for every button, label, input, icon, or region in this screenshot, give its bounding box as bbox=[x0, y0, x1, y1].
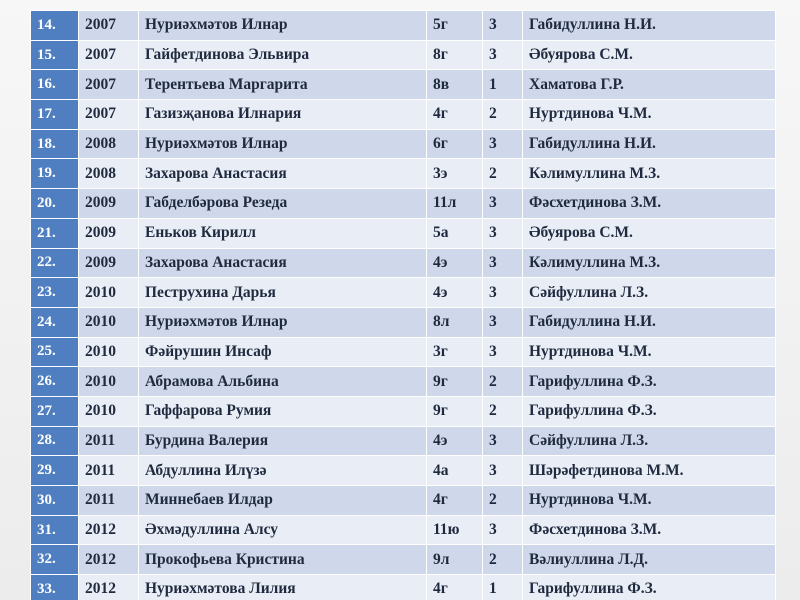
class-cell: 8в bbox=[427, 70, 483, 100]
year-cell: 2007 bbox=[79, 40, 139, 70]
table-row bbox=[31, 70, 776, 100]
student-name-cell: Бурдина Валерия bbox=[139, 426, 427, 456]
class-cell: 8л bbox=[427, 307, 483, 337]
class-cell: 5а bbox=[427, 218, 483, 248]
row-number: 24. bbox=[31, 307, 79, 337]
student-name-cell: Миннебаев Илдар bbox=[139, 486, 427, 516]
class-cell: 4э bbox=[427, 248, 483, 278]
student-name-cell: Абрамова Альбина bbox=[139, 367, 427, 397]
student-name-cell: Еньков Кирилл bbox=[139, 218, 427, 248]
class-cell: 9л bbox=[427, 545, 483, 575]
table-row bbox=[31, 11, 776, 41]
year-cell: 2008 bbox=[79, 129, 139, 159]
table-row bbox=[31, 367, 776, 397]
table-row bbox=[31, 337, 776, 367]
teacher-name-cell: Гарифуллина Ф.З. bbox=[523, 396, 776, 426]
year-cell: 2012 bbox=[79, 515, 139, 545]
table-row bbox=[31, 396, 776, 426]
results-table bbox=[30, 10, 776, 600]
table-row bbox=[31, 248, 776, 278]
student-name-cell: Фәйрушин Инсаф bbox=[139, 337, 427, 367]
teacher-name-cell: Фәсхетдинова З.М. bbox=[523, 189, 776, 219]
place-cell: 3 bbox=[483, 218, 523, 248]
row-number: 26. bbox=[31, 367, 79, 397]
place-cell: 2 bbox=[483, 545, 523, 575]
row-number: 18. bbox=[31, 129, 79, 159]
teacher-name-cell: Кәлимуллина М.З. bbox=[523, 159, 776, 189]
teacher-name-cell: Нуртдинова Ч.М. bbox=[523, 337, 776, 367]
table-row bbox=[31, 278, 776, 308]
place-cell: 1 bbox=[483, 575, 523, 600]
row-number: 16. bbox=[31, 70, 79, 100]
class-cell: 9г bbox=[427, 396, 483, 426]
year-cell: 2011 bbox=[79, 456, 139, 486]
class-cell: 8г bbox=[427, 40, 483, 70]
row-number: 21. bbox=[31, 218, 79, 248]
table-row bbox=[31, 307, 776, 337]
place-cell: 3 bbox=[483, 456, 523, 486]
row-number: 17. bbox=[31, 100, 79, 130]
place-cell: 3 bbox=[483, 426, 523, 456]
row-number: 15. bbox=[31, 40, 79, 70]
place-cell: 2 bbox=[483, 159, 523, 189]
row-number: 31. bbox=[31, 515, 79, 545]
teacher-name-cell: Вәлиуллина Л.Д. bbox=[523, 545, 776, 575]
teacher-name-cell: Габидуллина Н.И. bbox=[523, 307, 776, 337]
row-number: 32. bbox=[31, 545, 79, 575]
student-name-cell: Әхмәдуллина Алсу bbox=[139, 515, 427, 545]
student-name-cell: Захарова Анастасия bbox=[139, 159, 427, 189]
row-number: 29. bbox=[31, 456, 79, 486]
class-cell: 11л bbox=[427, 189, 483, 219]
year-cell: 2011 bbox=[79, 426, 139, 456]
teacher-name-cell: Фәсхетдинова З.М. bbox=[523, 515, 776, 545]
teacher-name-cell: Гарифуллина Ф.З. bbox=[523, 575, 776, 600]
teacher-name-cell: Хаматова Г.Р. bbox=[523, 70, 776, 100]
class-cell: 5г bbox=[427, 11, 483, 41]
place-cell: 3 bbox=[483, 278, 523, 308]
place-cell: 1 bbox=[483, 70, 523, 100]
table-row bbox=[31, 218, 776, 248]
student-name-cell: Прокофьева Кристина bbox=[139, 545, 427, 575]
year-cell: 2010 bbox=[79, 337, 139, 367]
table-row bbox=[31, 100, 776, 130]
year-cell: 2009 bbox=[79, 189, 139, 219]
place-cell: 3 bbox=[483, 189, 523, 219]
row-number: 19. bbox=[31, 159, 79, 189]
year-cell: 2010 bbox=[79, 396, 139, 426]
student-name-cell: Терентьева Маргарита bbox=[139, 70, 427, 100]
year-cell: 2010 bbox=[79, 278, 139, 308]
class-cell: 4г bbox=[427, 575, 483, 600]
teacher-name-cell: Шәрәфетдинова М.М. bbox=[523, 456, 776, 486]
place-cell: 3 bbox=[483, 40, 523, 70]
place-cell: 2 bbox=[483, 367, 523, 397]
teacher-name-cell: Сәйфуллина Л.З. bbox=[523, 426, 776, 456]
class-cell: 6г bbox=[427, 129, 483, 159]
year-cell: 2009 bbox=[79, 248, 139, 278]
table-row bbox=[31, 159, 776, 189]
student-name-cell: Нуриәхмәтов Илнар bbox=[139, 129, 427, 159]
class-cell: 4э bbox=[427, 426, 483, 456]
place-cell: 3 bbox=[483, 248, 523, 278]
table-row bbox=[31, 545, 776, 575]
class-cell: 4г bbox=[427, 100, 483, 130]
teacher-name-cell: Нуртдинова Ч.М. bbox=[523, 100, 776, 130]
teacher-name-cell: Сәйфуллина Л.З. bbox=[523, 278, 776, 308]
teacher-name-cell: Нуртдинова Ч.М. bbox=[523, 486, 776, 516]
class-cell: 4а bbox=[427, 456, 483, 486]
teacher-name-cell: Гарифуллина Ф.З. bbox=[523, 367, 776, 397]
row-number: 30. bbox=[31, 486, 79, 516]
teacher-name-cell: Габидуллина Н.И. bbox=[523, 11, 776, 41]
class-cell: 11ю bbox=[427, 515, 483, 545]
teacher-name-cell: Габидуллина Н.И. bbox=[523, 129, 776, 159]
row-number: 28. bbox=[31, 426, 79, 456]
class-cell: 4э bbox=[427, 278, 483, 308]
row-number: 33. bbox=[31, 575, 79, 600]
place-cell: 2 bbox=[483, 100, 523, 130]
year-cell: 2011 bbox=[79, 486, 139, 516]
table-row bbox=[31, 456, 776, 486]
class-cell: 3э bbox=[427, 159, 483, 189]
year-cell: 2007 bbox=[79, 100, 139, 130]
row-number: 14. bbox=[31, 11, 79, 41]
place-cell: 3 bbox=[483, 337, 523, 367]
place-cell: 3 bbox=[483, 129, 523, 159]
table-row bbox=[31, 40, 776, 70]
row-number: 23. bbox=[31, 278, 79, 308]
student-name-cell: Захарова Анастасия bbox=[139, 248, 427, 278]
table-row bbox=[31, 189, 776, 219]
teacher-name-cell: Әбуярова С.М. bbox=[523, 218, 776, 248]
row-number: 22. bbox=[31, 248, 79, 278]
teacher-name-cell: Кәлимуллина М.З. bbox=[523, 248, 776, 278]
table-row bbox=[31, 575, 776, 600]
student-name-cell: Гайфетдинова Эльвира bbox=[139, 40, 427, 70]
place-cell: 3 bbox=[483, 515, 523, 545]
year-cell: 2010 bbox=[79, 307, 139, 337]
table-row bbox=[31, 515, 776, 545]
row-number: 27. bbox=[31, 396, 79, 426]
year-cell: 2008 bbox=[79, 159, 139, 189]
student-name-cell: Газизҗанова Илнария bbox=[139, 100, 427, 130]
student-name-cell: Нуриәхмәтова Лилия bbox=[139, 575, 427, 600]
student-name-cell: Пеструхина Дарья bbox=[139, 278, 427, 308]
place-cell: 3 bbox=[483, 11, 523, 41]
class-cell: 9г bbox=[427, 367, 483, 397]
teacher-name-cell: Әбуярова С.М. bbox=[523, 40, 776, 70]
class-cell: 4г bbox=[427, 486, 483, 516]
year-cell: 2012 bbox=[79, 545, 139, 575]
table-row bbox=[31, 129, 776, 159]
year-cell: 2009 bbox=[79, 218, 139, 248]
year-cell: 2007 bbox=[79, 11, 139, 41]
place-cell: 2 bbox=[483, 396, 523, 426]
year-cell: 2012 bbox=[79, 575, 139, 600]
student-name-cell: Нуриәхмәтов Илнар bbox=[139, 307, 427, 337]
student-name-cell: Нуриәхмәтов Илнар bbox=[139, 11, 427, 41]
place-cell: 3 bbox=[483, 307, 523, 337]
table-row bbox=[31, 426, 776, 456]
student-name-cell: Гаффарова Румия bbox=[139, 396, 427, 426]
results-table-body bbox=[31, 11, 776, 600]
place-cell: 2 bbox=[483, 486, 523, 516]
student-name-cell: Абдуллина Илүзә bbox=[139, 456, 427, 486]
row-number: 20. bbox=[31, 189, 79, 219]
row-number: 25. bbox=[31, 337, 79, 367]
student-name-cell: Габделбәрова Резеда bbox=[139, 189, 427, 219]
year-cell: 2007 bbox=[79, 70, 139, 100]
table-row bbox=[31, 486, 776, 516]
year-cell: 2010 bbox=[79, 367, 139, 397]
class-cell: 3г bbox=[427, 337, 483, 367]
